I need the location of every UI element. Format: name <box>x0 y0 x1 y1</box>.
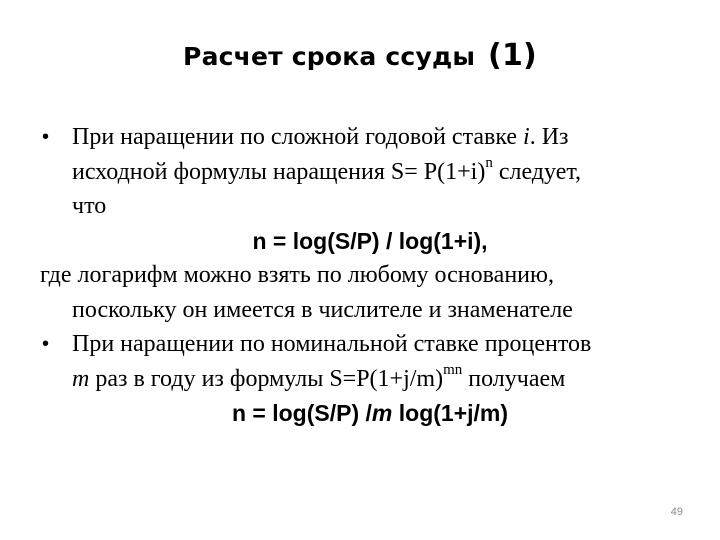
variable-m: m <box>72 365 90 392</box>
slide-title-text: Расчет срока ссуды <box>183 42 476 71</box>
text-segment: . Из <box>529 124 569 150</box>
page-number: 49 <box>670 506 683 518</box>
text-segment: раз в году из формулы S=P(1+j/m) <box>89 365 444 392</box>
formula-nominal <box>232 400 508 426</box>
bullet-item-compound-rate <box>40 120 700 155</box>
bullet-icon: • <box>42 333 50 355</box>
formula-segment: log(1+j/m) <box>392 400 509 426</box>
text-segment: При наращении по сложной годовой ставке <box>72 124 524 150</box>
formula-line <box>40 224 700 259</box>
slide-title <box>0 38 720 73</box>
text-line <box>40 293 700 328</box>
text-segment: где логарифм можно взять по любому основанию, <box>40 262 554 288</box>
bullet-icon: • <box>42 126 50 148</box>
text-segment: поскольку он имеется в числителе и знаменателе <box>72 296 573 323</box>
superscript-n: n <box>485 154 493 171</box>
formula-line <box>40 396 700 431</box>
text-segment: При наращении по номинальной ставке процентов <box>72 331 592 357</box>
text-segment: что <box>72 193 107 219</box>
slide-body <box>40 120 700 431</box>
variable-i: i <box>523 124 530 150</box>
superscript-mn: mn <box>443 361 463 378</box>
text-line <box>40 362 700 397</box>
text-segment: получаем <box>462 365 566 392</box>
text-line <box>40 155 700 190</box>
slide-title-number: (1) <box>488 38 537 73</box>
text-segment: исходной формулы наращения S= Р(1+i) <box>72 158 486 185</box>
text-line <box>40 189 700 224</box>
formula-compound: n = log(S/P) / log(1+i), <box>252 227 488 254</box>
text-segment: следует, <box>492 158 582 185</box>
bullet-item-nominal-rate <box>40 327 700 362</box>
text-line <box>40 258 700 293</box>
variable-m: m <box>371 400 393 426</box>
formula-segment: n = log(S/P) / <box>231 400 372 426</box>
